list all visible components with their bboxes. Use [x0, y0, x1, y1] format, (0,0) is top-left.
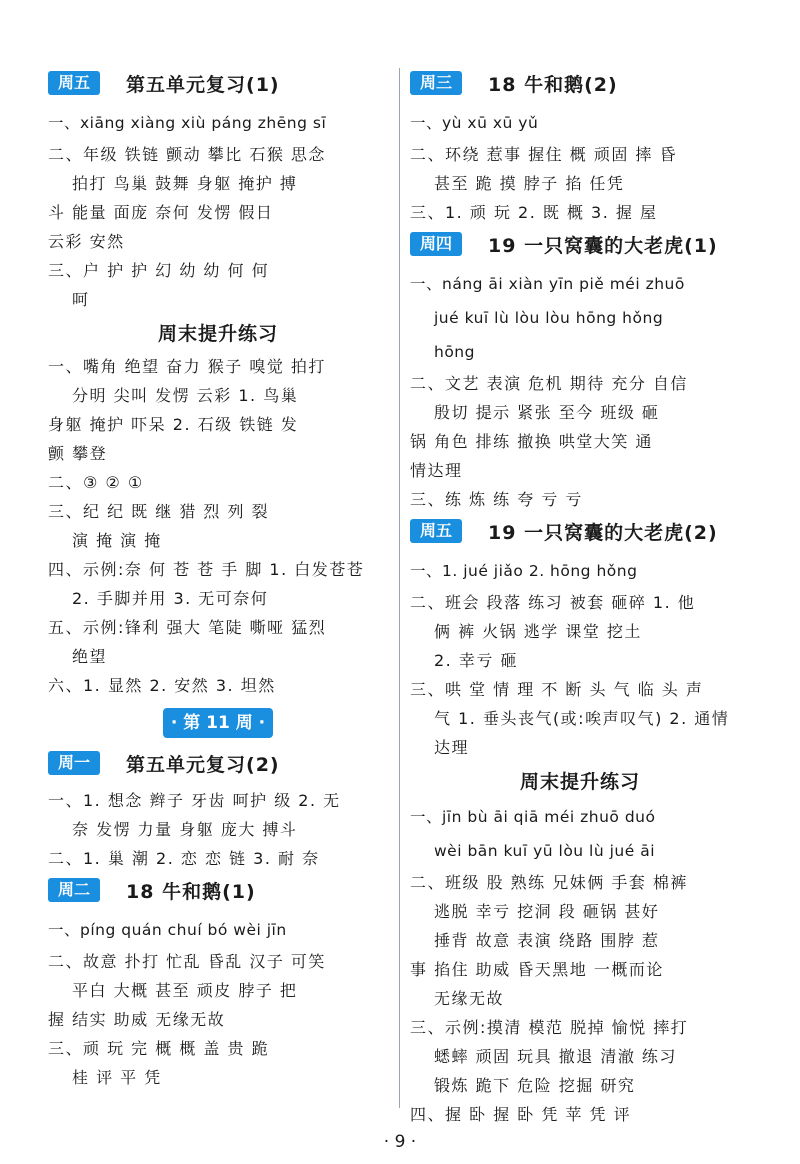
- day-tag: 周三: [410, 71, 462, 95]
- answer-line: 二、班会 段落 练习 被套 砸碎 1. 他: [410, 593, 696, 612]
- left-column: [48, 66, 388, 1092]
- section-header: [410, 514, 750, 548]
- answer-line: 四、握 卧 握 卧 凭 苹 凭 评: [410, 1105, 632, 1124]
- answer-line: 身躯 掩护 吓呆 2. 石级 铁链 发: [48, 415, 299, 434]
- right-column: [410, 66, 750, 1129]
- answer-line: 三、1. 顽 玩 2. 既 概 3. 握 屋: [410, 203, 658, 222]
- column-divider: [399, 68, 400, 1108]
- pinyin-answer-line: jué kuī lù lòu lòu hōng hǒng: [434, 309, 664, 327]
- answer-line: 蟋蟀 顽固 玩具 撤退 清澈 练习: [434, 1047, 677, 1066]
- section-header: [410, 66, 750, 100]
- answer-line: 云彩 安然: [48, 232, 125, 251]
- answer-line: 二、故意 扑打 忙乱 昏乱 汉子 可笑: [48, 952, 326, 971]
- answer-line: 无缘无故: [434, 989, 505, 1008]
- pinyin-answer-line: 一、náng āi xiàn yīn piě méi zhuō: [410, 275, 685, 293]
- week-banner: · 第 11 周 ·: [163, 708, 273, 738]
- pinyin-answer-line: 一、xiāng xiàng xiù páng zhēng sī: [48, 114, 327, 132]
- day-tag: 周五: [410, 519, 462, 543]
- day-tag: 周二: [48, 878, 100, 902]
- section-header: [410, 227, 750, 261]
- section-header: [48, 873, 388, 907]
- answer-line: 握 结实 助威 无缘无故: [48, 1010, 226, 1029]
- answer-line: 三、顽 玩 完 概 概 盖 贵 跪: [48, 1039, 270, 1058]
- answer-line: 甚至 跪 摸 脖子 掐 任凭: [434, 174, 625, 193]
- answer-line: 二、班级 股 熟练 兄妹俩 手套 棉裤: [410, 873, 688, 892]
- answer-line: 达理: [434, 738, 470, 757]
- answer-line: 二、③ ② ①: [48, 473, 144, 492]
- answer-line: 三、练 炼 练 夸 亏 亏: [410, 490, 583, 509]
- answer-line: 三、哄 堂 情 理 不 断 头 气 临 头 声: [410, 680, 704, 699]
- answer-line: 斗 能量 面庞 奈何 发愣 假日: [48, 203, 274, 222]
- answer-line: 呵: [72, 290, 90, 309]
- answer-line: 三、纪 纪 既 继 猎 烈 列 裂: [48, 502, 270, 521]
- section-title: 19 一只窝囊的大老虎(1): [488, 234, 718, 257]
- answer-line: 锅 角色 排练 撤换 哄堂大笑 通: [410, 432, 653, 451]
- section-title: 第五单元复习(1): [126, 73, 280, 96]
- answer-line: 一、1. 想念 辫子 牙齿 呵护 级 2. 无: [48, 791, 341, 810]
- answer-line: 殷切 提示 紧张 至今 班级 砸: [434, 403, 660, 422]
- section-title: 第五单元复习(2): [126, 753, 280, 776]
- practice-title: 周末提升练习: [157, 323, 278, 345]
- pinyin-answer-line: wèi bān kuī yū lòu lù jué āi: [434, 842, 656, 860]
- page-number: · 9 ·: [383, 1132, 417, 1152]
- pinyin-answer-line: 一、jīn bù āi qiā méi zhuō duó: [410, 808, 656, 826]
- answer-line: 二、年级 铁链 颤动 攀比 石猴 思念: [48, 145, 326, 164]
- answer-line: 2. 手脚并用 3. 无可奈何: [72, 589, 269, 608]
- answer-line: 奈 发愣 力量 身躯 庞大 搏斗: [72, 820, 298, 839]
- pinyin-answer-line: 一、1. jué jiǎo 2. hōng hǒng: [410, 562, 638, 580]
- answer-line: 2. 幸亏 砸: [434, 651, 518, 670]
- answer-line: 六、1. 显然 2. 安然 3. 坦然: [48, 676, 276, 695]
- practice-title: 周末提升练习: [519, 771, 640, 793]
- answer-line: 四、示例:奈 何 苍 苍 手 脚 1. 白发苍苍: [48, 560, 365, 579]
- answer-line: 三、户 护 护 幻 幼 幼 何 何: [48, 261, 270, 280]
- answer-line: 颤 攀登: [48, 444, 108, 463]
- answer-line: 桂 评 平 凭: [72, 1068, 162, 1087]
- answer-line: 五、示例:锋利 强大 笔陡 嘶哑 猛烈: [48, 618, 327, 637]
- answer-line: 事 掐住 助威 昏天黑地 一概而论: [410, 960, 664, 979]
- answer-line: 拍打 鸟巢 鼓舞 身躯 掩护 搏: [72, 174, 298, 193]
- answer-line: 二、环绕 惹事 握住 概 顽固 摔 昏: [410, 145, 678, 164]
- answer-line: 绝望: [72, 647, 108, 666]
- answer-line: 二、文艺 表演 危机 期待 充分 自信: [410, 374, 688, 393]
- answer-line: 逃脱 幸亏 挖洞 段 砸锅 甚好: [434, 902, 660, 921]
- answer-line: 锻炼 跪下 危险 挖掘 研究: [434, 1076, 636, 1095]
- answer-line: 三、示例:摸清 模范 脱掉 愉悦 摔打: [410, 1018, 689, 1037]
- answer-line: 演 掩 演 掩: [72, 531, 162, 550]
- answer-line: 俩 裤 火锅 逃学 课堂 挖土: [434, 622, 642, 641]
- day-tag: 周四: [410, 232, 462, 256]
- pinyin-answer-line: hōng: [434, 343, 475, 361]
- answer-line: 平白 大概 甚至 顽皮 脖子 把: [72, 981, 298, 1000]
- section-title: 19 一只窝囊的大老虎(2): [488, 521, 718, 544]
- answer-line: 一、嘴角 绝望 奋力 猴子 嗅觉 拍打: [48, 357, 326, 376]
- answer-line: 二、1. 巢 潮 2. 恋 恋 链 3. 耐 奈: [48, 849, 320, 868]
- answer-line: 情达理: [410, 461, 463, 480]
- pinyin-answer-line: 一、yù xū xū yǔ: [410, 114, 539, 132]
- answer-line: 气 1. 垂头丧气(或:唉声叹气) 2. 通情: [434, 709, 730, 728]
- section-header: [48, 66, 388, 100]
- section-header: [48, 746, 388, 780]
- answer-line: 分明 尖叫 发愣 云彩 1. 鸟巢: [72, 386, 299, 405]
- section-title: 18 牛和鹅(2): [488, 73, 618, 96]
- pinyin-answer-line: 一、píng quán chuí bó wèi jīn: [48, 921, 287, 939]
- section-title: 18 牛和鹅(1): [126, 880, 256, 903]
- day-tag: 周五: [48, 71, 100, 95]
- answer-line: 捶背 故意 表演 绕路 围脖 惹: [434, 931, 660, 950]
- day-tag: 周一: [48, 751, 100, 775]
